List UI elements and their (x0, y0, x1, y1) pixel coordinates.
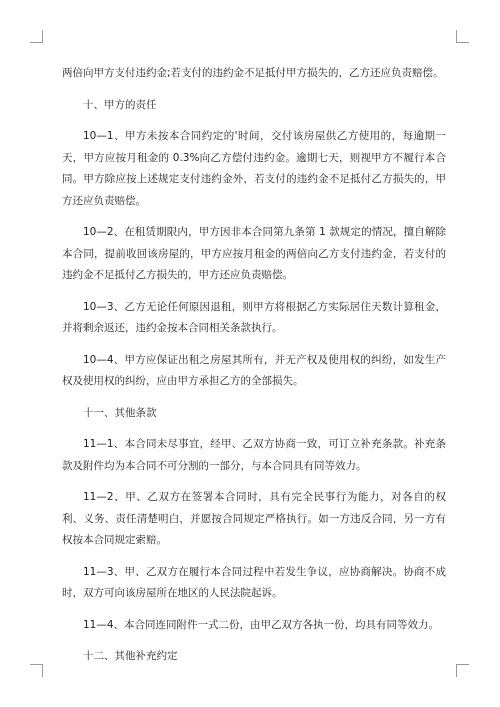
clause-11-4: 11—4、本合同连同附件一式二份，由甲乙双方各执一份，均具有同等效力。 (83, 618, 440, 631)
section-heading-11: 十一、其他条款 (83, 406, 157, 419)
clause-10-1: 10—1、甲方未按本合同约定的'时间，交付该房屋供乙方使用的，每逾期一天，甲方应按月租金的 0.3%向乙方偿付违约金。逾期七天，则视甲方不履行本合同。甲方除应按上述规定支付违约金外，若支付的违约金不足抵付乙方损失的，甲方还应负责赔偿。 (62, 130, 446, 207)
crop-mark-bottom-right (456, 664, 469, 677)
clause-11-2: 11—2、甲、乙双方在签署本合同时，具有完全民事行为能力，对各自的权利、义务、责任清楚明白，并愿按合同规定严格执行。如一方违反合同，另一方有权按本合同规定索赔。 (62, 491, 446, 546)
clause-10-4: 10—4、甲方应保证出租之房屋其所有，并无产权及使用权的纠纷，如发生产权及使用权的纠纷，应由甲方承担乙方的全部损失。 (62, 353, 446, 387)
clause-11-3: 11—3、甲、乙双方在履行本合同过程中若发生争议，应协商解决。协商不成时，双方可向该房屋所在地区的人民法院起诉。 (62, 565, 446, 599)
crop-mark-top-left (30, 30, 43, 43)
clause-11-1: 11—1、本合同未尽事宜，经甲、乙双方协商一致，可订立补充条款。补充条款及附件均为本合同不可分割的一部分，与本合同具有同等效力。 (62, 438, 446, 472)
paragraph-continuation: 两倍向甲方支付违约金;若支付的违约金不足抵付甲方损失的，乙方还应负责赔偿。 (62, 67, 444, 79)
document-body (62, 63, 446, 678)
crop-mark-bottom-left (30, 664, 43, 677)
section-heading-12: 十二、其他补充约定 (83, 650, 178, 662)
clause-10-3: 10—3、乙方无论任何原因退租，则甲方将根据乙方实际居住天数计算租金，并将剩余返还，违约金按本合同相关条款执行。 (62, 300, 446, 334)
crop-mark-top-right (456, 30, 469, 43)
clause-10-2: 10—2、在租赁期限内，甲方因非本合同第九条第 1 款规定的情况，擅自解除本合同，提前收回该房屋的，甲方应按月租金的两倍向乙方支付违约金，若支付的违约金不足抵付乙方损失的，甲方还应负责赔偿。 (62, 226, 446, 281)
section-heading-10: 十、甲方的责任 (83, 98, 157, 111)
